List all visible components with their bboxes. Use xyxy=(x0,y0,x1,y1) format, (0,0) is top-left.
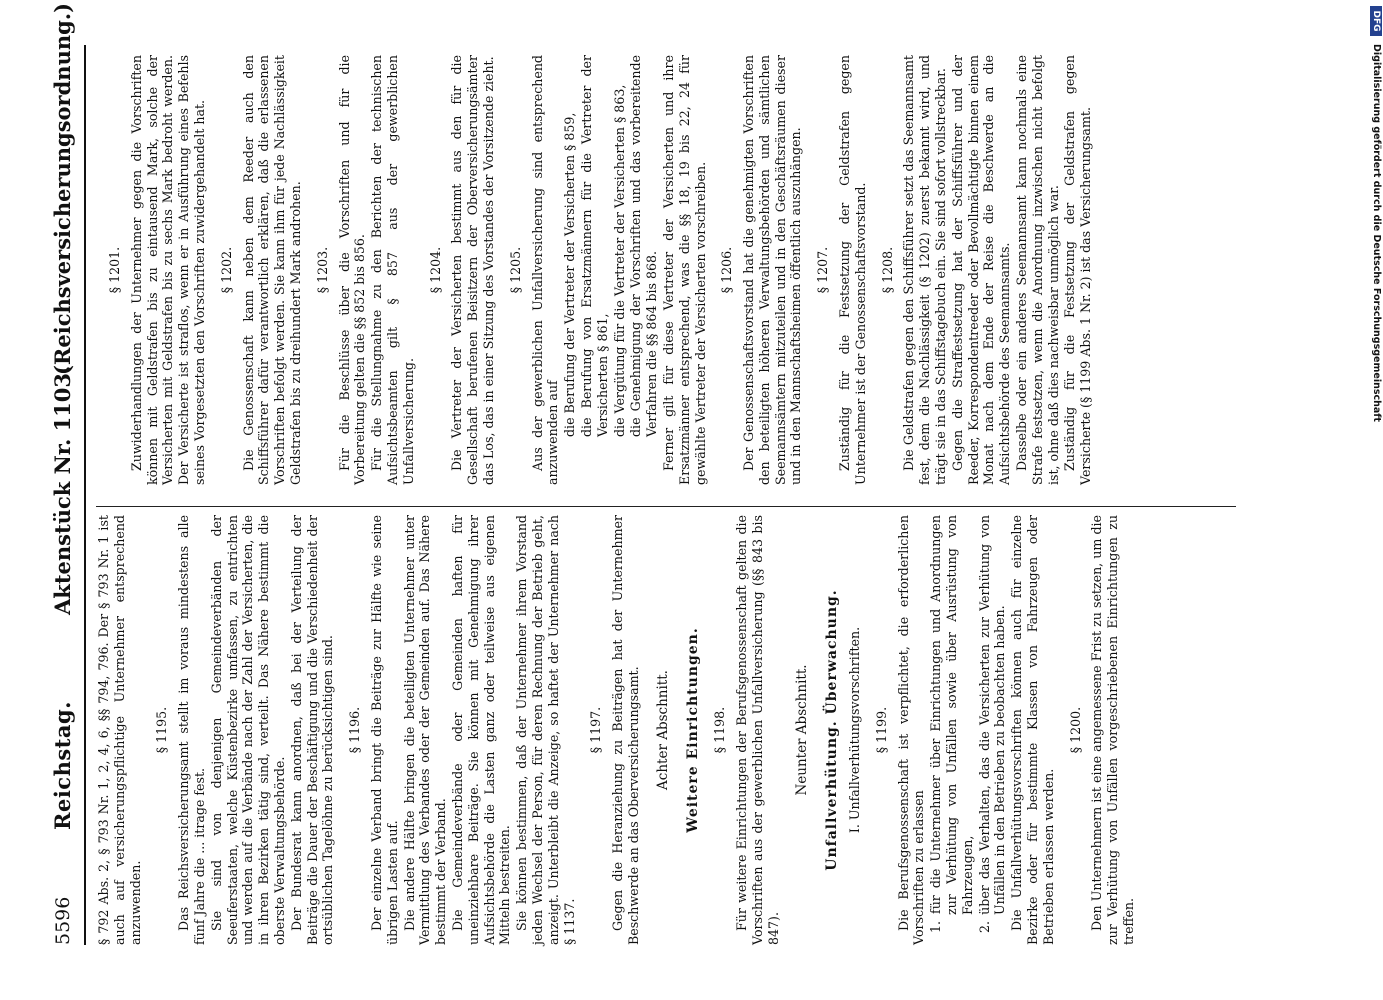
section-1205-text-2: Ferner gilt für diese Vertreter der Versicherten und ihre Ersatzmänner entsprechend, was die §§ 18, 19 bis 22, 24 für gewählte Vertreter der Versicherten vorschreiben. xyxy=(660,55,708,485)
page-number: 5596 xyxy=(52,896,74,945)
section-1195-text-2: Sie sind von denjenigen Gemeindeverbänden der Seeuferstaaten, welche Küstenbezirke umfassen, zu entrichten und werden auf die Verbände nach der Zahl der Versicherten, die in ihren Bezirken tätig sind, verteilt. Das Nähere bestimmt die oberste Verwaltungsbehörde. xyxy=(208,515,287,945)
section-1202-text-1: Die Genossenschaft kann neben dem Reeder auch den Schiffsführer dafür verantwortlich erklären, daß die erlassenen Vorschriften befolgt werden. Sie kann ihm für jede Nachlässigkeit Geldstrafen bis zu dreihundert Mark androhen. xyxy=(240,55,303,485)
chapter-9-section: I. Unfallverhütungsvorschriften. xyxy=(847,626,863,834)
section-1199-title: § 1199. xyxy=(873,706,889,754)
section-1208-text-4: Zuständig für die Festsetzung der Geldstrafen gegen Versicherte (§ 1199 Abs. 1 Nr. 2) ist das Versicherungsamt. xyxy=(1062,55,1094,485)
chapter-8-subtitle: Weitere Einrichtungen. xyxy=(684,627,701,833)
section-1198-title: § 1198. xyxy=(712,706,728,754)
section-1205-item-2: die Berufung von Ersatzmännern für die Vertreter der Versicherten § 861, xyxy=(578,55,610,437)
section-1203-title: § 1203. xyxy=(314,246,330,294)
section-1204-title: § 1204. xyxy=(427,246,443,294)
chapter-9-title: Neunter Abschnitt. xyxy=(794,664,811,796)
section-1197-title: § 1197. xyxy=(588,706,604,754)
section-1199-item-1: 1. für die Unternehmer über Einrichtungen und Anordnungen zur Verhütung von Unfällen sowie über Ausrüstung von Fahrzeugen, xyxy=(928,515,975,933)
section-1205-text-1: Aus der gewerblichen Unfallversicherung sind entsprechend anzuwenden auf xyxy=(529,55,561,485)
section-1196-text-1: Der einzelne Verband bringt die Beiträge zur Hälfte wie seine übrigen Lasten auf. xyxy=(368,515,400,945)
section-1201-text-1: Zuwiderhandlungen der Unternehmer gegen die Vorschriften können mit Geldstrafen bis zu eintausend Mark, solche der Versicherten mit Geldstrafen bis zu sechs Mark bedroht werden. Der Versicherte ist straflos, wenn er in Ausführung eines Befehls seines Vorgesetzten den Vorschriften zuwidergehandelt hat. xyxy=(128,55,207,485)
section-1205-item-3: die Vergütung für die Vertreter der Versicherten § 863, xyxy=(611,84,627,437)
section-1206-title: § 1206. xyxy=(719,246,735,294)
section-1205-title: § 1205. xyxy=(507,246,523,294)
section-1208-text-2: Gegen die Straffestsetzung hat der Schiffsführer und der Reeder, Korrespondentreeder oder Bevollmächtigte binnen einem Monat nach dem Ende der Reise die Beschwerde an die Aufsichtsbehörde des Seemannsamts. xyxy=(949,55,1013,485)
section-1199-text-1: Die Berufsgenossenschaft ist verpflichtet, die erforderlichen Vorschriften zu erlassen xyxy=(895,515,927,945)
section-1202-title: § 1202. xyxy=(218,246,234,294)
left-column xyxy=(96,515,1138,945)
section-1208-title: § 1208. xyxy=(879,246,895,294)
section-1200-text-1: Den Unternehmern ist eine angemessene Frist zu setzen, um die zur Verhütung von Unfällen vorgeschriebenen Einrichtungen zu treffen. xyxy=(1089,515,1137,945)
section-1203-text-1: Für die Beschlüsse über die Vorschriften und für die Vorbereitung gelten die §§ 852 bis 856. xyxy=(336,55,368,485)
section-1201-title: § 1201. xyxy=(107,246,122,294)
section-1207-title: § 1207. xyxy=(815,246,831,294)
section-1199-item-2: 2. über das Verhalten, das die Versicherten zur Verhütung von Unfällen in den Betrieben zu beobachten haben. xyxy=(976,515,1008,933)
section-1205-item-1: die Berufung der Vertreter der Versicherten § 859, xyxy=(562,112,578,437)
section-1206-text-1: Der Genossenschaftsvorstand hat die genehmigten Vorschriften den beteiligten höheren Verwaltungsbehörden und sämtlichen Seemannsämtern mitzuteilen und in den Geschäftsräumen dieser und in den Mannschaftsheimen öffentlich auszuhängen. xyxy=(741,55,804,485)
section-1200-title: § 1200. xyxy=(1067,706,1083,754)
funding-margin-note xyxy=(1370,0,1383,1000)
section-1196-text-3: Die Gemeindeverbände oder Gemeinden haften für uneinziehbare Beiträge. Sie können mit Genehmigung ihrer Aufsichtsbehörde die Lasten ganz oder teilweise aus eigenen Mitteln bestreiten. xyxy=(449,515,513,945)
section-1195-text-1: Das Reichsversicherungsamt stellt im voraus mindestens alle fünf Jahre die ... itrage fest. xyxy=(176,515,207,945)
header-document-number: Aktenstück Nr. 1103. xyxy=(50,365,75,615)
section-1208-text-1: Die Geldstrafen gegen den Schiffsführer setzt das Seemannsamt fest, dem die Nachlässigkeit (§ 1202) zuerst bekannt wird, und trägt sie in das Schiffstagebuch ein. Sie sind sofort vollstreckbar. xyxy=(901,55,949,485)
section-1198-text-1: Für weitere Einrichtungen der Berufsgenossenschaft gelten die Vorschriften aus der gewerblichen Unfallversicherung (§§ 843 bis 847). xyxy=(734,515,781,945)
section-1203-text-2: Für die Stellungnahme zu den Berichten der technischen Aufsichtsbeamten gilt § 857 aus der gewerblichen Unfallversicherung. xyxy=(369,55,416,485)
chapter-9-subtitle: Unfallverhütung. Überwachung. xyxy=(824,589,841,871)
intro-paragraph: § 792 Abs. 2, § 793 Nr. 1, 2, 4, 6, §§ 794, 796. Der § 793 Nr. 1 ist auch auf versicherungspflichtige Unternehmer entsprechend anzuwenden. xyxy=(96,515,143,945)
right-column xyxy=(96,55,1095,485)
section-1205-item-4: die Genehmigung der Vorschriften und das vorbereitende Verfahren die §§ 864 bis 868. xyxy=(628,55,660,437)
page-header xyxy=(48,2,80,945)
section-1199-text-2: Die Unfallverhütungsvorschriften können auch für einzelne Bezirke oder für bestimmte Klassen von Fahrzeugen oder Betrieben erlassen werden. xyxy=(1009,515,1056,945)
header-rule xyxy=(84,45,86,945)
header-right-title: (Reichsversicherungsordnung.) xyxy=(50,2,75,375)
section-1208-text-3: Dasselbe oder ein anderes Seemannsamt kann nochmals eine Strafe festsetzen, wenn die Anordnung inzwischen nicht befolgt ist, ohne daß dies nachweisbar unmöglich war. xyxy=(1014,55,1061,485)
section-1196-title: § 1196. xyxy=(347,706,363,754)
section-1195-title: § 1195. xyxy=(154,706,170,754)
chapter-8-title: Achter Abschnitt. xyxy=(654,670,671,790)
section-1204-text-1: Die Vertreter der Versicherten bestimmt aus den für die Gesellschaft berufenen Beisitzern der Oberversicherungsämter das Los, das in einer Sitzung des Vorstandes der Vorsitzende zieht. xyxy=(449,55,496,485)
section-1196-text-4: Sie können bestimmen, daß der Unternehmer ihrem Vorstand jeden Wechsel der Person, für deren Rechnung der Betrieb geht, anzeigt. Unterbleibt die Anzeige, so haftet der Unternehmer nach § 1137. xyxy=(514,515,577,945)
section-1207-text-1: Zuständig für die Festsetzung der Geldstrafen gegen Unternehmer ist der Genossenschaftsvorstand. xyxy=(837,55,868,485)
section-1195-text-3: Der Bundesrat kann anordnen, daß bei der Verteilung der Beiträge die Dauer der Beschäftigung und die Verschiedenheit der ortsüblichen Tagelöhne zu berücksichtigen sind. xyxy=(288,515,336,945)
dfg-logo xyxy=(1370,6,1382,36)
funding-note-text: Digitalisierung gefördert durch die Deutsche Forschungsgemeinschaft xyxy=(1371,44,1382,422)
dfg-logo-text: DFG xyxy=(1371,10,1381,32)
section-1197-text-1: Gegen die Heranziehung zu Beiträgen hat der Unternehmer Beschwerde an das Oberversicherungsamt. xyxy=(610,515,641,945)
column-divider xyxy=(96,506,1236,507)
header-left-title: Reichstag. xyxy=(50,701,75,830)
section-1196-text-2: Die andere Hälfte bringen die beteiligten Unternehmer unter Vermittlung des Verbandes oder der Gemeinden auf. Das Nähere bestimmt der Verband. xyxy=(401,515,449,945)
